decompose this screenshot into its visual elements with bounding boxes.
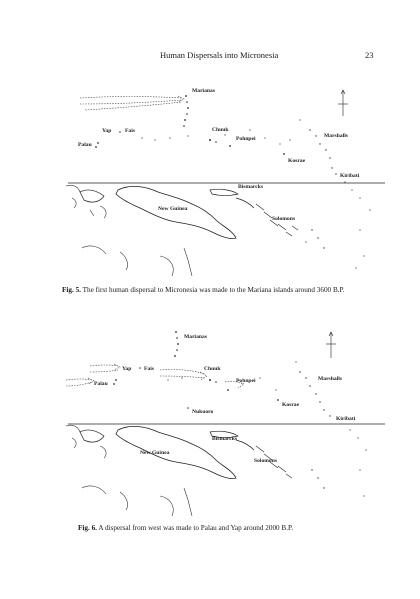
vanuatu-islands [305,229,364,268]
label-palau: Palau [78,142,92,148]
label-marianas: Marianas [192,88,215,94]
label-fais: Fais [125,128,135,134]
dispersal-arrows [80,96,184,110]
label-marianas: Marianas [184,334,207,340]
cape-york [184,248,192,276]
label-chuuk: Chuuk [204,366,221,372]
new-ireland-island [236,198,254,208]
label-pohnpei: Pohnpei [236,378,256,384]
figure-5-caption [62,286,345,294]
label-solomons: Solomons [272,216,296,222]
australia-coast [82,486,173,516]
map-svg [60,318,390,518]
label-chuuk: Chuuk [212,127,229,133]
figure-6-caption [78,524,293,532]
new-ireland-island [236,440,254,450]
label-kosrae: Kosrae [288,158,306,164]
running-header: Human Dispersals into Micronesia [160,50,279,60]
australia-coast [82,246,173,276]
label-new-guinea: New Guinea [140,450,170,456]
page-number: 23 [365,50,374,60]
figure-5-caption-text: The first human dispersal to Micronesia was made to the Mariana islands around 3600 B.P. [82,286,345,294]
figure-6-caption-text: A dispersal from west was made to Palau and Yap around 2000 B.P. [98,524,294,532]
western-islands [80,430,104,442]
label-fais: Fais [144,366,154,372]
label-bismarcks: Bismarcks [212,436,238,442]
label-marshalls: Marshalls [318,376,342,382]
new-guinea-landmass [116,426,236,478]
label-yap: Yap [122,366,132,372]
figure-6-map [60,318,390,518]
figure-5-map [60,80,390,280]
marianas-islands [183,95,189,127]
label-kiribati: Kiribati [340,173,360,179]
figure-6-label: Fig. 6. [78,524,97,532]
north-arrow-icon [338,90,348,116]
label-kiribati: Kiribati [336,416,356,422]
label-marshalls: Marshalls [324,133,348,139]
figure-5-label: Fig. 5. [62,286,81,294]
label-solomons: Solomons [254,458,278,464]
north-arrow-icon [326,332,336,358]
label-kosrae: Kosrae [282,402,300,408]
label-yap: Yap [102,128,112,134]
marianas-islands [174,331,179,357]
west-coast-islands [66,185,80,208]
vanuatu-islands [311,469,364,496]
halmahera-island [90,206,106,218]
micronesia-atolls [113,361,367,450]
map-svg [60,80,390,280]
halmahera-island [100,446,106,458]
western-islands [80,190,104,202]
label-palau: Palau [94,381,108,387]
new-guinea-landmass [116,186,236,238]
label-bismarcks: Bismarcks [238,184,264,190]
label-new-guinea: New Guinea [158,206,188,212]
cape-york [184,488,192,516]
west-coast-islands [66,425,80,448]
bismarck-islands [210,189,238,195]
label-nukuoro: Nukuoro [192,409,214,415]
label-pohnpei: Pohnpei [236,136,256,142]
